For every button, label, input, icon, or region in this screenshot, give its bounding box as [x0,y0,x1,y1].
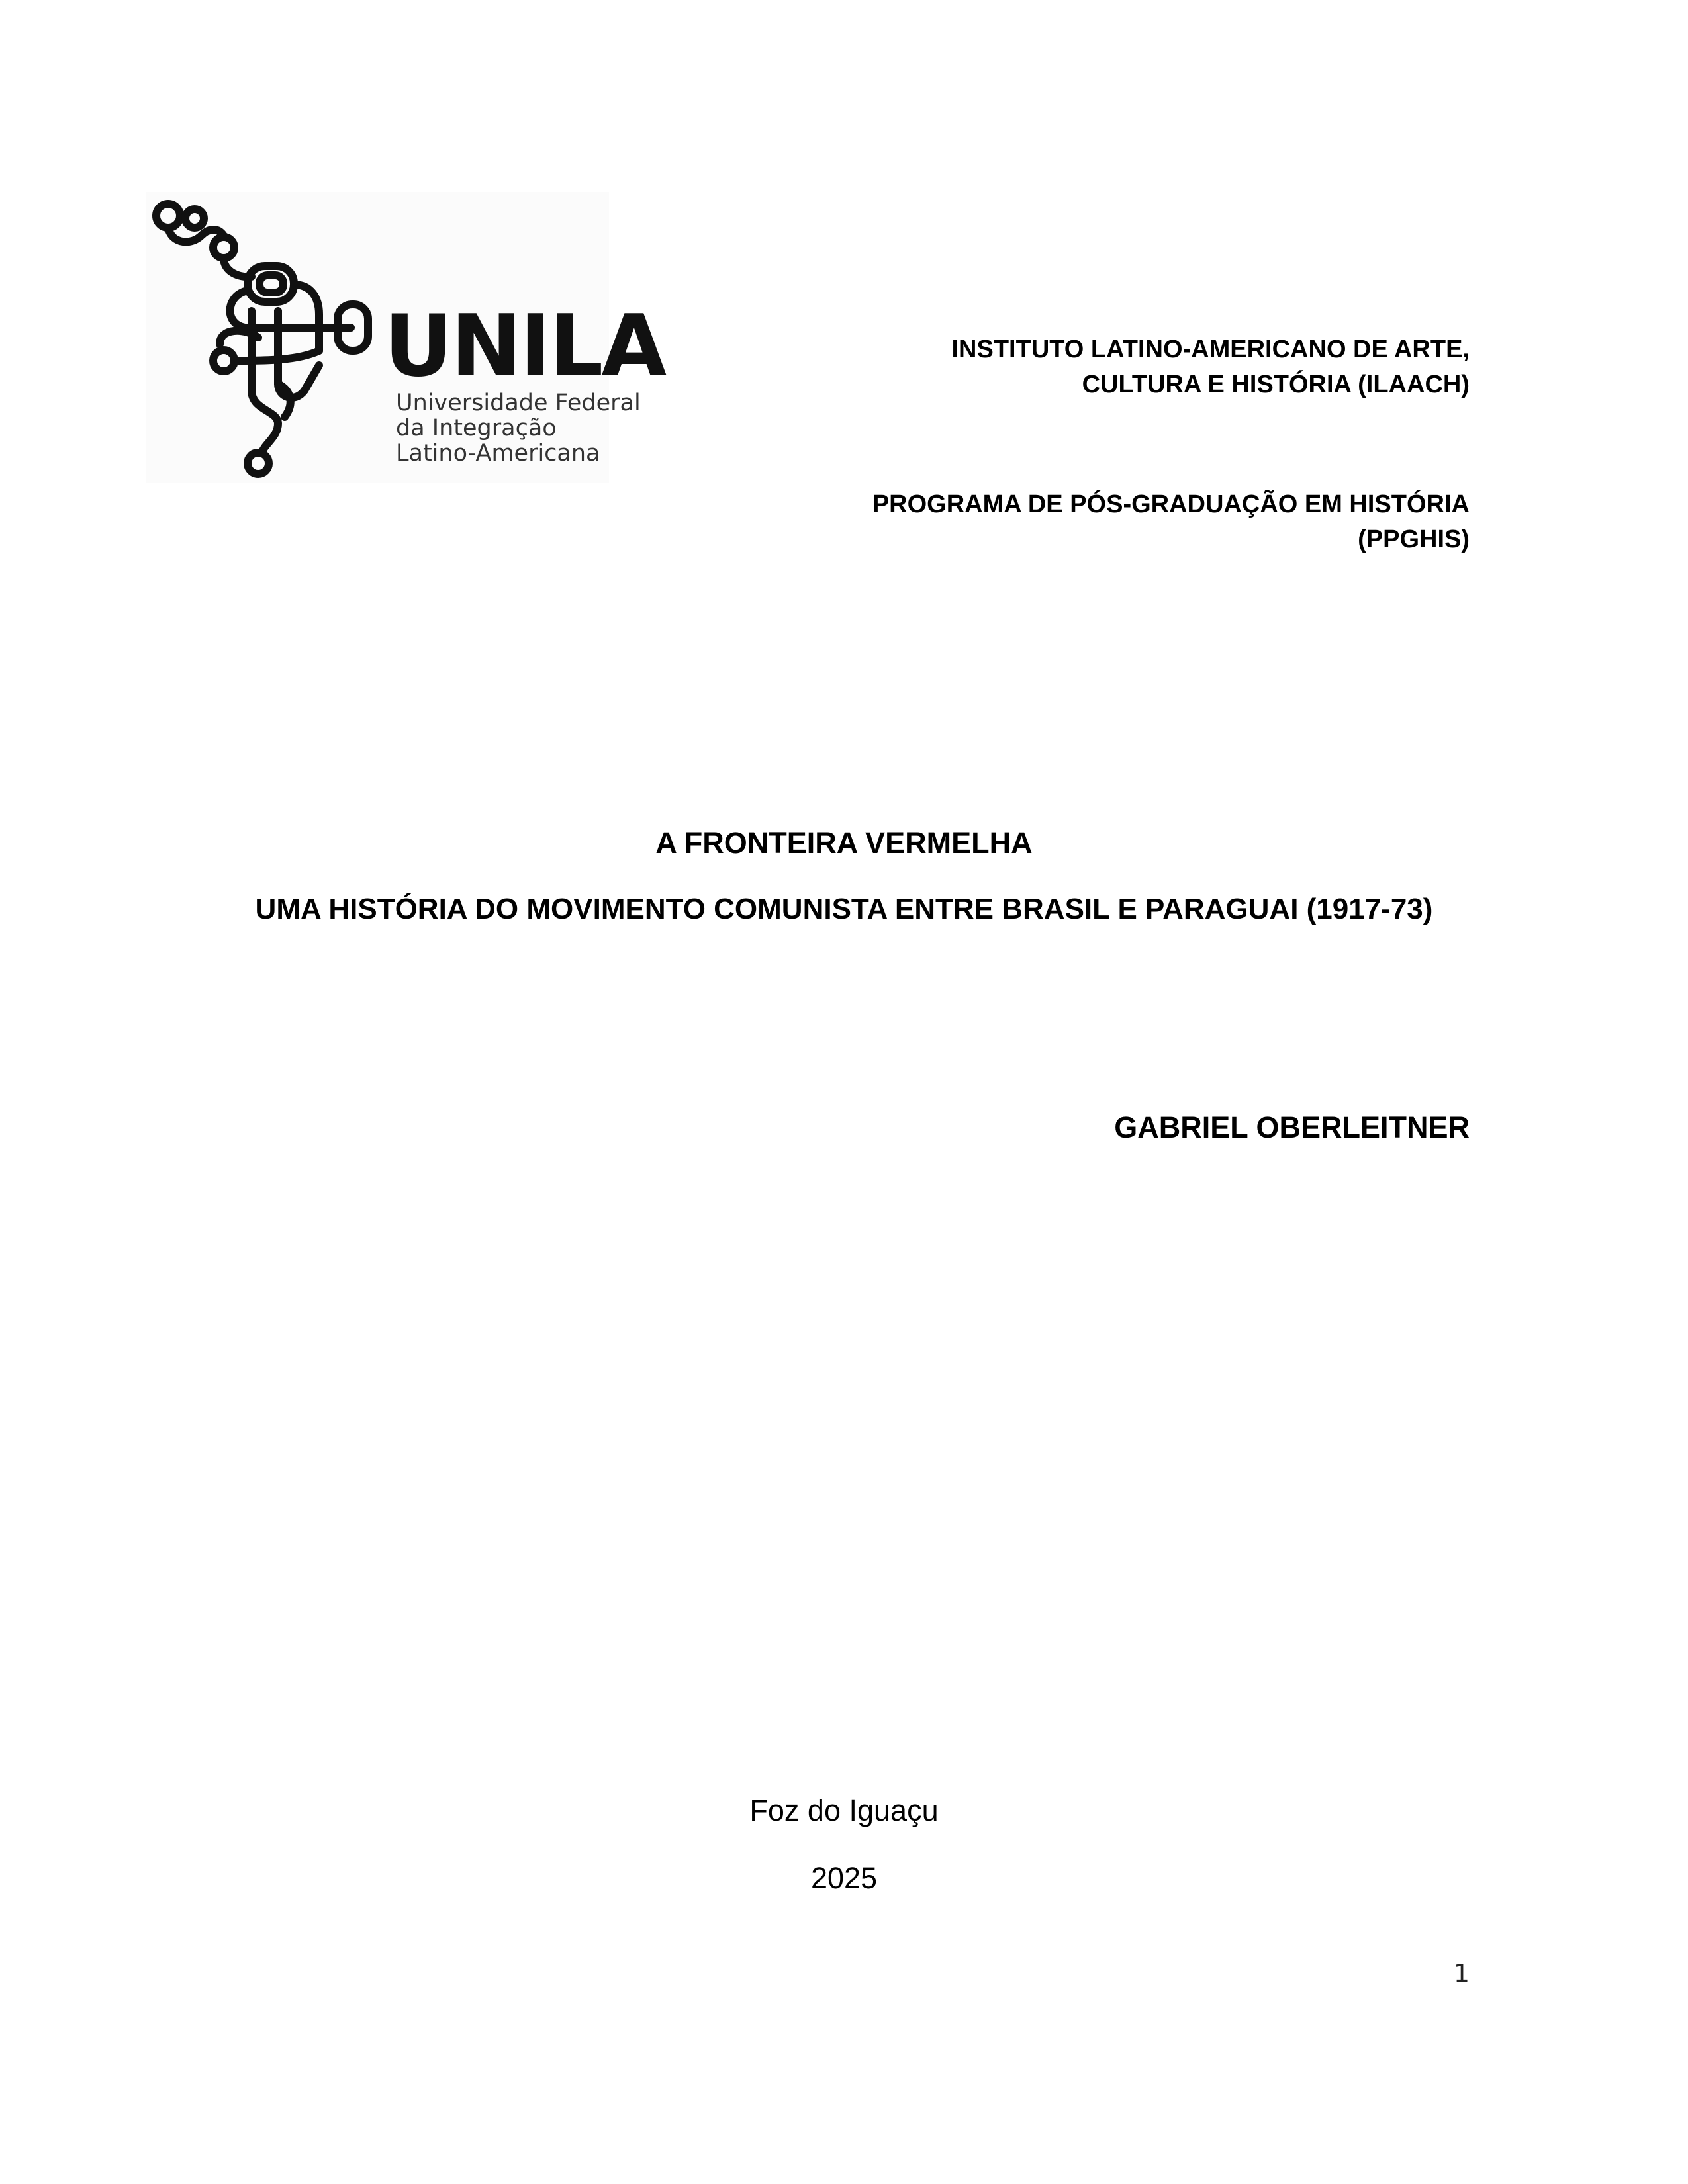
publication-year: 2025 [810,1861,878,1895]
author-name: GABRIEL OBERLEITNER [1114,1111,1470,1144]
institute-line2: CULTURA E HISTÓRIA (ILAACH) [1082,371,1470,398]
document-title: A FRONTEIRA VERMELHA [655,826,1033,860]
institute-name [609,332,1470,402]
publication-place: Foz do Iguaçu [749,1794,939,1827]
program-name [609,487,1470,557]
page-number: 1 [1453,1959,1470,1988]
program-line2: (PPGHIS) [1358,525,1470,553]
logo-subtitle-line3: Latino-Americana [396,440,600,467]
unila-emblem-icon [146,192,384,483]
unila-logo [146,192,665,483]
document-subtitle: UMA HISTÓRIA DO MOVIMENTO COMUNISTA ENTRE BRASIL E PARAGUAI (1917-73) [255,893,1433,925]
institute-line1: INSTITUTO LATINO-AMERICANO DE ARTE, [951,336,1470,363]
logo-wordmark: UNILA [384,297,665,396]
program-line1: PROGRAMA DE PÓS-GRADUAÇÃO EM HISTÓRIA [872,490,1470,518]
logo-subtitle-line1: Universidade Federal [396,390,641,416]
logo-subtitle-line2: da Integração [396,415,557,441]
